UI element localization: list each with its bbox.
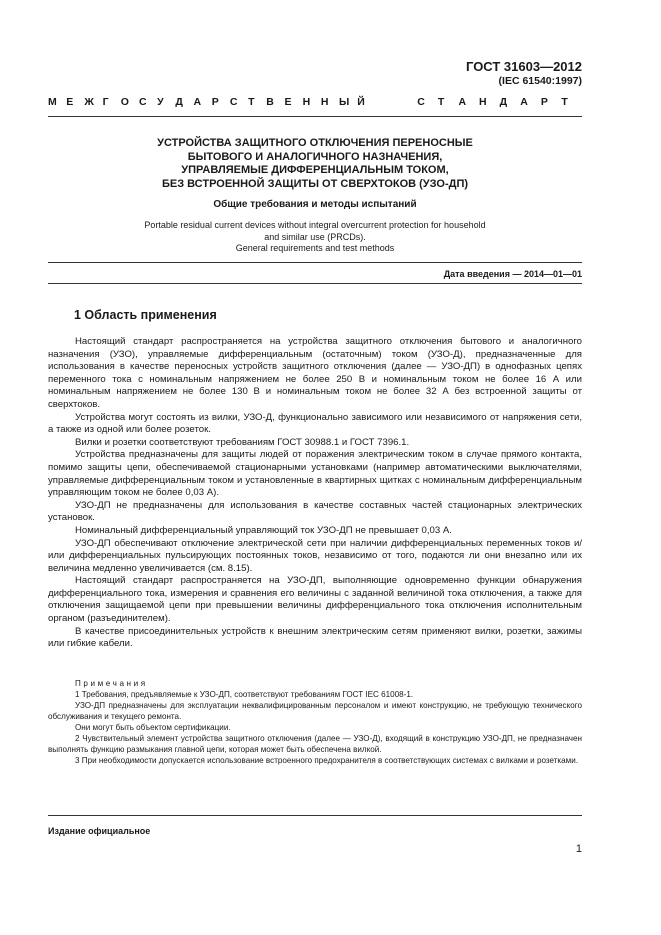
- section-heading: 1 Область применения: [74, 308, 217, 322]
- note-item: 1 Требования, предъявляемые к УЗО-ДП, соответствуют требованиям ГОСТ IEC 61008-1.: [75, 690, 414, 699]
- paragraph: Устройства могут состоять из вилки, УЗО-Д, функционально зависимого или независимого от напряжения сети, а также из одной или более розеток.: [48, 411, 582, 436]
- effective-date: Дата введения — 2014—01—01: [443, 269, 582, 279]
- banner-letter: Й: [357, 96, 365, 108]
- banner-letter: Г: [102, 96, 109, 108]
- document-title: [48, 137, 582, 191]
- banner-letter: Н: [320, 96, 329, 108]
- title-line: УСТРОЙСТВА ЗАЩИТНОГО ОТКЛЮЧЕНИЯ ПЕРЕНОСНЫЕ: [157, 137, 473, 149]
- note-item: Они могут быть объектом сертификации.: [75, 723, 231, 732]
- paragraph: Устройства предназначены для защиты людей от поражения электрическим током в случае прямого контакта, помимо защиты цепи, обеспечиваемой стационарными установками (например автоматическими выключателями, управляемые дифференциальным током и установленные в квартирных щитках с номинальным дифференциальным управляющим током не более 0,03 А).: [48, 449, 582, 499]
- title-line: УПРАВЛЯЕМЫЕ ДИФФЕРЕНЦИАЛЬНЫМ ТОКОМ,: [181, 164, 449, 176]
- banner-letter: С: [229, 96, 238, 108]
- notes-heading: Примечания: [75, 679, 148, 688]
- date-divider: [48, 283, 582, 284]
- paragraph: В качестве присоединительных устройств к внешним электрическим сетям применяют вилки, розетки, зажимы или гибкие кабели.: [48, 625, 582, 650]
- title-divider: [48, 262, 582, 263]
- title-line: БЕЗ ВСТРОЕННОЙ ЗАЩИТЫ ОТ СВЕРХТОКОВ (УЗО-ДП): [161, 177, 469, 190]
- banner-word-standard: [417, 96, 582, 108]
- note-item: 2 Чувствительный элемент устройства защитного отключения (далее — УЗО-Д), входящий в конструкцию УЗО-ДП, не предназначен выполнять функцию размыкания главной цепи, которая может быть обеспечена вилкой.: [48, 734, 582, 754]
- footer-divider: [48, 815, 582, 816]
- paragraph: Номинальный дифференциальный управляющий ток УЗО-ДП не превышает 0,03 А.: [75, 524, 452, 536]
- banner-letter: Е: [284, 96, 292, 108]
- banner-letter: Р: [540, 96, 548, 108]
- section-body: [48, 336, 582, 651]
- standard-code: [466, 59, 582, 88]
- standard-number: ГОСТ 31603—2012: [466, 59, 582, 74]
- official-edition-label: Издание официальное: [48, 826, 151, 836]
- english-title: [48, 220, 582, 255]
- banner-letter: Ы: [339, 96, 350, 108]
- title-line: БЫТОВОГО И АНАЛОГИЧНОГО НАЗНАЧЕНИЯ,: [187, 150, 443, 163]
- banner-letter: С: [417, 96, 425, 108]
- paragraph: Вилки и розетки соответствуют требованиям ГОСТ 30988.1 и ГОСТ 7396.1.: [75, 436, 410, 448]
- banner-word-interstate: [48, 96, 375, 108]
- banner-letter: Н: [479, 96, 487, 108]
- interstate-standard-banner: [48, 96, 582, 108]
- paragraph: УЗО-ДП не предназначены для использования в качестве составных частей стационарных электрических установок.: [48, 499, 582, 524]
- paragraph: Настоящий стандарт распространяется на УЗО-ДП, выполняющие одновременно функции обнаружения дифференциального тока, измерения и сравнения его величины с заданной величиной тока отключения, а также для отключения защищаемой цепи при превышении величины дифференциального тока отключения исполнительным органом (разъединителем).: [48, 575, 582, 625]
- paragraph: УЗО-ДП обеспечивают отключение электрической сети при наличии дифференциальных переменных токов и/или дифференциальных пульсирующих постоянных токов, независимо от того, подаются ли они внезапно или их величина медленно увеличивается (см. 8.15).: [48, 537, 582, 574]
- banner-letter: Н: [302, 96, 311, 108]
- note-item: УЗО-ДП предназначены для эксплуатации неквалифицированным персоналом и имеют конструкцию, не требующую технического обслуживания и текущего ремонта.: [48, 701, 582, 721]
- banner-letter: Т: [248, 96, 255, 108]
- banner-letter: А: [458, 96, 467, 108]
- english-title-line: Portable residual current devices without integral overcurrent protection for household: [144, 220, 486, 230]
- banner-letter: А: [193, 96, 202, 108]
- note-item: 3 При необходимости допускается использование встроенного предохранителя в соответствующих системах с вилками и розетками.: [75, 756, 578, 765]
- banner-letter: Д: [175, 96, 183, 108]
- banner-letter: Р: [211, 96, 219, 108]
- header-divider: [48, 116, 582, 117]
- notes-block: [48, 678, 582, 766]
- iec-reference: (IEC 61540:1997): [498, 75, 582, 87]
- banner-letter: О: [120, 96, 129, 108]
- banner-letter: А: [520, 96, 528, 108]
- english-title-line: General requirements and test methods: [235, 243, 395, 253]
- paragraph: Настоящий стандарт распространяется на устройства защитного отключения бытового и аналогичного назначения (УЗО), управляемые дифференциальным (остаточным) током (УЗО-Д), предназначенные для использования в качестве переносных устройств защитного отключения (далее — УЗО-ДП) в однофазных цепях переменного тока с номинальным напряжением не более 250 В и номинальным током не более 16 А или номинальным напряжением не более 130 В и номинальным током не более 32 А без встроенной защиты от сверхтоков.: [48, 336, 582, 410]
- banner-letter: Т: [561, 96, 568, 108]
- banner-letter: В: [266, 96, 274, 108]
- banner-letter: С: [138, 96, 147, 108]
- page-number: 1: [575, 843, 582, 855]
- banner-letter: Д: [499, 96, 508, 108]
- banner-letter: М: [48, 96, 57, 108]
- banner-letter: Ж: [84, 96, 94, 108]
- banner-letter: У: [157, 96, 164, 108]
- english-title-line: and similar use (PRCDs).: [264, 231, 366, 242]
- banner-letter: Е: [66, 96, 74, 108]
- banner-letter: Т: [437, 96, 445, 108]
- document-subtitle: Общие требования и методы испытаний: [213, 199, 417, 210]
